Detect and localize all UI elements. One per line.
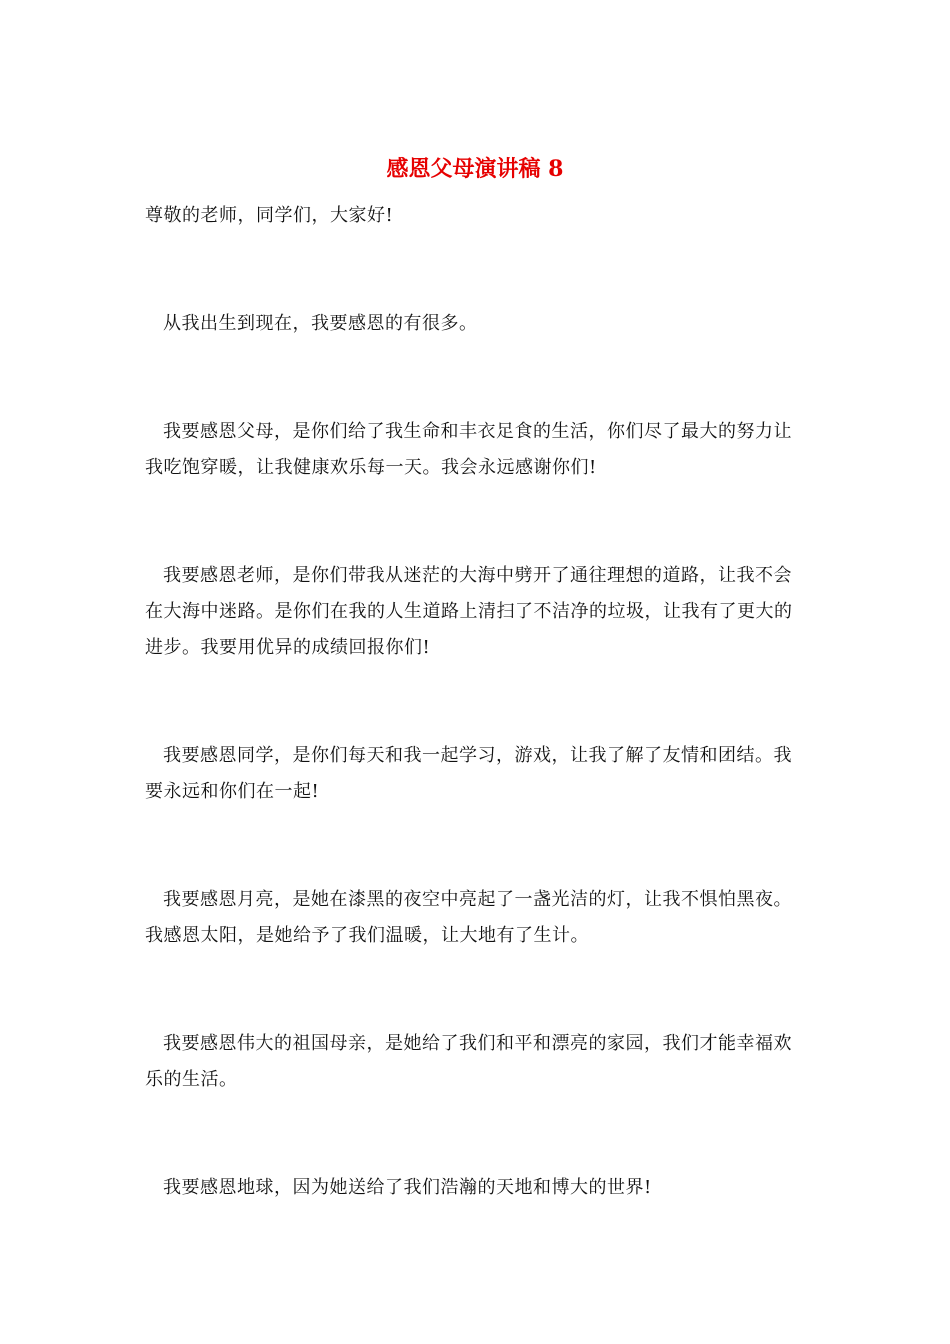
document-title: 感恩父母演讲稿 8 [386, 156, 564, 182]
paragraph-earth: 我要感恩地球，因为她送给了我们浩瀚的天地和博大的世界! [163, 1177, 652, 1198]
paragraph-intro: 从我出生到现在，我要感恩的有很多。 [163, 313, 478, 334]
paragraph-moon-sun: 我要感恩月亮，是她在漆黑的夜空中亮起了一盏光洁的灯，让我不惧怕黑夜。我感恩太阳，是她给予了我们温暖，让大地有了生计。 [145, 889, 792, 946]
document-body [145, 198, 805, 1206]
paragraph-classmates: 我要感恩同学，是你们每天和我一起学习，游戏，让我了解了友情和团结。我要永远和你们在一起! [145, 745, 792, 802]
paragraph-motherland: 我要感恩伟大的祖国母亲，是她给了我们和平和漂亮的家园，我们才能幸福欢乐的生活。 [145, 1033, 792, 1090]
greeting-paragraph: 尊敬的老师，同学们，大家好! [145, 205, 394, 226]
paragraph-parents: 我要感恩父母，是你们给了我生命和丰衣足食的生活，你们尽了最大的努力让我吃饱穿暖，让我健康欢乐每一天。我会永远感谢你们! [145, 421, 792, 478]
paragraph-teachers: 我要感恩老师，是你们带我从迷茫的大海中劈开了通往理想的道路，让我不会在大海中迷路。是你们在我的人生道路上清扫了不洁净的垃圾，让我有了更大的进步。我要用优异的成绩回报你们! [145, 565, 793, 658]
